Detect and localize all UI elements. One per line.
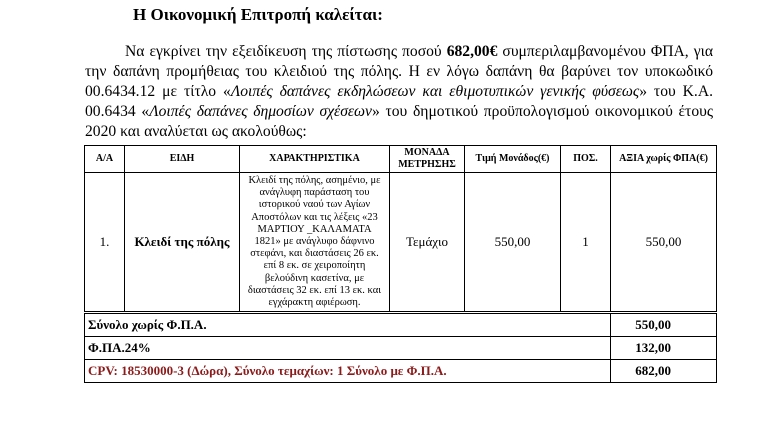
net-total-row	[85, 313, 717, 337]
paragraph-text-4: » του δημοτικού προϋπολογισμού οικονομικού έτους 2020 και αναλύεται ως ακολούθως:	[85, 103, 714, 140]
cell-unit-price: 550,00	[465, 173, 561, 313]
table-row	[85, 173, 717, 313]
cell-value: 550,00	[611, 173, 717, 313]
net-total-label: Σύνολο χωρίς Φ.Π.Α.	[85, 313, 611, 337]
header-value: ΑΞΙΑ χωρίς ΦΠΑ(€)	[611, 146, 717, 173]
cell-aa: 1.	[85, 173, 125, 313]
header-unit-price: Τιμή Μονάδος(€)	[465, 146, 561, 173]
header-aa: Α/Α	[85, 146, 125, 173]
cell-quantity: 1	[561, 173, 611, 313]
cell-characteristics: Κλειδί της πόλης, ασημένιο, με ανάγλυφη παράσταση του ιστορικού ναού των Αγίων Αποστόλων και τις λέξεις «23 ΜΑΡΤΙΟΥ _ΚΑΛΑΜΑΤΑ 1821» με ανάγλυφο δάφνινο στεφάνι, και διαστάσεις 26 εκ. επί 8 εκ. σε χειροποίητη βελούδινη κασετίνα, με διαστάσεις 32 εκ. επί 13 εκ. και εγχάρακτη αφιέρωση.	[240, 173, 390, 313]
paragraph-text-1: Να εγκρίνει την εξειδίκευση της πίστωσης ποσού	[125, 43, 447, 60]
vat-label: Φ.ΠΑ.24%	[85, 337, 611, 360]
header-items: ΕΙΔΗ	[125, 146, 240, 173]
net-total-value: 550,00	[611, 313, 717, 337]
code-title: Λοιπές δαπάνες δημοσίων σχέσεων	[149, 103, 372, 120]
paragraph-text-3: » του Κ.Α. 00.6434 «	[85, 83, 713, 120]
header-unit: ΜΟΝΑΔΑ ΜΕΤΡΗΣΗΣ	[390, 146, 465, 173]
subcode-title: Λοιπές δαπάνες εκδηλώσεων και εθιμοτυπικών γενικής φύσεως	[230, 83, 640, 100]
cpv-label: CPV: 18530000-3 (Δώρα), Σύνολο τεμαχίων: 1	[88, 363, 344, 379]
decision-paragraph	[85, 42, 713, 142]
grand-total-label: Σύνολο με Φ.Π.Α.	[346, 363, 447, 379]
table-header-row	[85, 146, 717, 173]
header-quantity: ΠΟΣ.	[561, 146, 611, 173]
grand-total-value: 682,00	[611, 360, 717, 383]
section-heading: Η Οικονομική Επιτροπή καλείται:	[133, 5, 383, 24]
grand-total-row	[85, 360, 717, 383]
header-characteristics: ΧΑΡΑΚΤΗΡΙΣΤΙΚΑ	[240, 146, 390, 173]
credit-amount: 682,00€	[446, 43, 498, 60]
cell-unit: Τεμάχιο	[390, 173, 465, 313]
vat-value: 132,00	[611, 337, 717, 360]
vat-row	[85, 337, 717, 360]
paragraph-text-2: συμπεριλαμβανομένου ΦΠΑ, για την δαπάνη προμήθειας του κλειδιού της πόλης. Η εν λόγω δαπάνη θα βαρύνει τον υποκωδικό 00.6434.12 με τίτλο «	[85, 43, 713, 100]
expense-table	[84, 145, 717, 383]
grand-total-label-cell	[85, 360, 611, 383]
cell-item: Κλειδί της πόλης	[125, 173, 240, 313]
